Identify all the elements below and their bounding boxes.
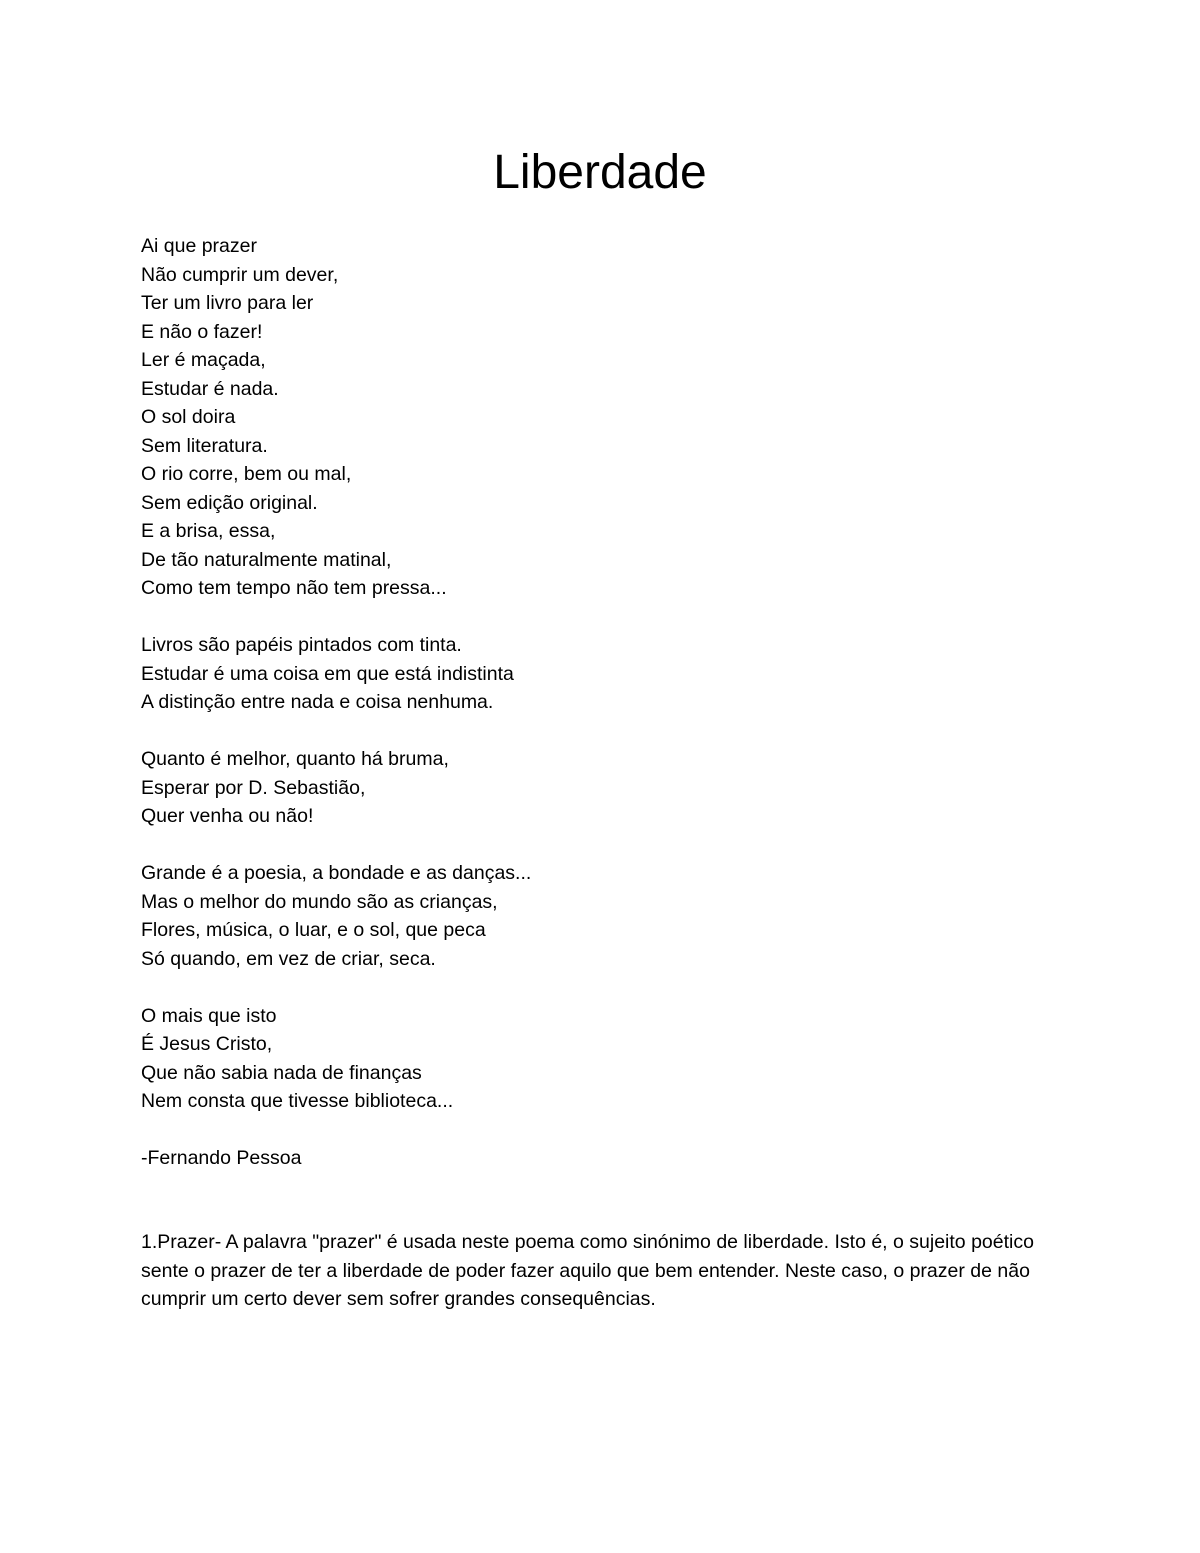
poem-line: De tão naturalmente matinal, bbox=[141, 548, 392, 571]
poem-line: Só quando, em vez de criar, seca. bbox=[141, 947, 436, 970]
poem-line: Grande é a poesia, a bondade e as danças... bbox=[141, 862, 532, 884]
poem-line: Sem literatura. bbox=[141, 434, 268, 457]
poem-line: Ter um livro para ler bbox=[141, 292, 314, 314]
poem-line: Quanto é melhor, quanto há bruma, bbox=[141, 748, 449, 770]
poem-line: Nem consta que tivesse biblioteca... bbox=[141, 1090, 454, 1112]
poem-author: -Fernando Pessoa bbox=[141, 1147, 302, 1169]
stanza-3 bbox=[141, 745, 1101, 831]
poem-line: Estudar é nada. bbox=[141, 377, 279, 400]
poem-line: O mais que isto bbox=[141, 1004, 277, 1027]
poem-line: Esperar por D. Sebastião, bbox=[141, 776, 366, 799]
poem-line: E a brisa, essa, bbox=[141, 520, 276, 542]
stanza-2 bbox=[141, 631, 1101, 717]
poem-line: Quer venha ou não! bbox=[141, 805, 314, 827]
poem-line: É Jesus Cristo, bbox=[141, 1033, 273, 1055]
poem-line: Não cumprir um dever, bbox=[141, 263, 339, 286]
poem-title: Liberdade bbox=[493, 146, 707, 199]
stanza-4 bbox=[141, 859, 1101, 973]
analysis-note: 1.Prazer- A palavra "prazer" é usada neste poema como sinónimo de liberdade. Isto é, o sujeito poético sente o prazer de ter a liberdade de poder fazer aquilo que bem entender. Neste caso, o prazer de não cumprir um certo dever sem sofrer grandes consequências. bbox=[141, 1231, 1034, 1310]
poem-line: Sem edição original. bbox=[141, 491, 318, 514]
poem-line: Estudar é uma coisa em que está indistinta bbox=[141, 662, 514, 685]
stanza-1 bbox=[141, 232, 1101, 603]
poem-line: Livros são papéis pintados com tinta. bbox=[141, 634, 462, 656]
poem-line: Que não sabia nada de finanças bbox=[141, 1061, 422, 1084]
poem-line: Como tem tempo não tem pressa... bbox=[141, 577, 447, 599]
poem-line: O rio corre, bem ou mal, bbox=[141, 463, 352, 485]
poem-line: A distinção entre nada e coisa nenhuma. bbox=[141, 691, 494, 713]
poem-line: E não o fazer! bbox=[141, 320, 263, 343]
poem-line: Ler é maçada, bbox=[141, 349, 266, 371]
poem-line: Mas o melhor do mundo são as crianças, bbox=[141, 890, 498, 913]
stanza-5 bbox=[141, 1002, 1101, 1116]
poem-line: O sol doira bbox=[141, 406, 236, 428]
poem-line: Ai que prazer bbox=[141, 235, 257, 257]
poem-body bbox=[141, 232, 1101, 1173]
poem-line: Flores, música, o luar, e o sol, que peca bbox=[141, 919, 486, 941]
